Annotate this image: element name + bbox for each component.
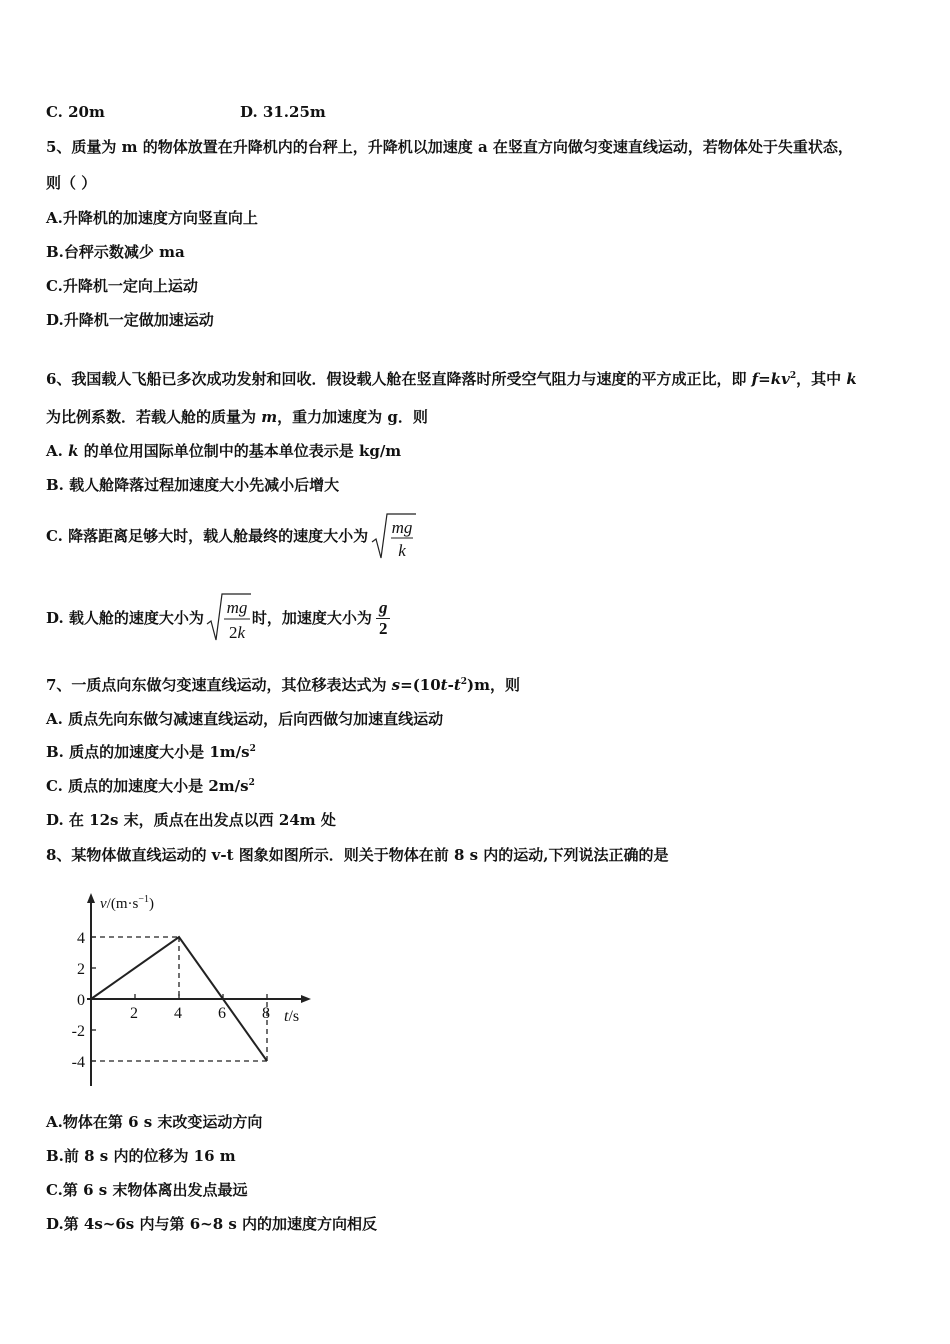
q4-option-c: C. 20m <box>46 103 105 121</box>
q5-option-a: A.升降机的加速度方向竖直向上 <box>46 209 258 227</box>
d-den-k: k <box>237 623 245 642</box>
svg-text:2k <box>229 623 246 642</box>
q8-option-b: B.前 8 s 内的位移为 16 m <box>46 1147 236 1165</box>
fraction-g-over-2: $\frac{g}{2}$ <box>376 598 391 639</box>
chart-ticks <box>72 930 270 1071</box>
d-num: mg <box>226 598 248 617</box>
x-axis-label: t/s <box>284 1008 300 1025</box>
q5-option-d: D.升降机一定做加速运动 <box>46 311 214 329</box>
q7-stem: 7、一质点向东做匀变速直线运动，其位移表达式为 $s=(10t-t^2)m$，则 <box>46 676 521 694</box>
y-axis-arrow <box>87 893 95 903</box>
q8-option-d: D.第 4s~6s 内与第 6~8 s 内的加速度方向相反 <box>46 1215 378 1233</box>
q8-option-a: A.物体在第 6 s 末改变运动方向 <box>46 1113 263 1131</box>
d-den-2: 2 <box>228 623 238 642</box>
c-num: mg <box>391 518 413 537</box>
q8-option-c: C.第 6 s 末物体离出发点最远 <box>46 1181 248 1199</box>
x-tick-label: 4 <box>174 1005 182 1022</box>
q6-option-c: C. 降落距离足够大时，载人舱最终的速度大小为 mg k <box>46 510 417 562</box>
y-tick-label: 2 <box>77 961 85 978</box>
chart-axes <box>87 893 311 1086</box>
x-axis-arrow <box>301 995 311 1003</box>
q4-option-d: D. 31.25m <box>240 103 326 121</box>
q5-stem-line1: 5、质量为 m 的物体放置在升降机内的台秤上，升降机以加速度 a 在竖直方向做匀变速直线运动，若物体处于失重状态， <box>46 138 853 156</box>
x-tick-label: 6 <box>218 1005 226 1022</box>
x-tick-label: 2 <box>130 1005 138 1022</box>
y-tick-label: -2 <box>71 1023 85 1040</box>
q7-option-a: A. 质点先向东做匀减速直线运动，后向西做匀加速直线运动 <box>46 710 444 728</box>
q5-stem-line2: 则（ ） <box>46 174 97 192</box>
sqrt-mg-over-2k <box>206 592 252 644</box>
q5-option-c: C.升降机一定向上运动 <box>46 277 198 295</box>
y-axis-label: $v/(m\cdot s^{-1})$ <box>100 894 154 912</box>
y-tick-label: 0 <box>77 992 85 1009</box>
y-tick-label: -4 <box>71 1054 85 1071</box>
q5-option-b: B.台秤示数减少 ma <box>46 243 185 261</box>
vt-graph <box>56 884 326 1094</box>
y-tick-label: 4 <box>77 930 85 947</box>
q7-option-d: D. 在 12s 末，质点在出发点以西 24m 处 <box>46 811 336 829</box>
sqrt-mg-over-k <box>371 512 417 560</box>
x-tick-label: 8 <box>262 1005 270 1022</box>
q8-stem: 8、某物体做直线运动的 v-t 图象如图所示．则关于物体在前 8 s 内的运动,下列说法正确的是 <box>46 846 669 864</box>
q6-option-b: B. 载人舱降落过程加速度大小先减小后增大 <box>46 476 340 494</box>
q7-option-c: C. 质点的加速度大小是 $2m/s^2$ <box>46 777 255 795</box>
c-den: k <box>398 541 406 560</box>
q6-stem-line1: 6、我国载人飞船已多次成功发射和回收．假设载人舱在竖直降落时所受空气阻力与速度的平方成正比，即 $f=kv^2$，其中 k <box>46 370 857 388</box>
q6-option-d: D. 载人舱的速度大小为 mg 2k 时，加速度大小为 $\frac{g}{2}$ <box>46 590 390 646</box>
q6-option-a: A. k 的单位用国际单位制中的基本单位表示是 kg/m <box>46 442 402 460</box>
q7-option-b: B. 质点的加速度大小是 $1m/s^2$ <box>46 743 256 761</box>
q6-stem-line2: 为比例系数．若载人舱的质量为 m，重力加速度为 g．则 <box>46 408 428 426</box>
